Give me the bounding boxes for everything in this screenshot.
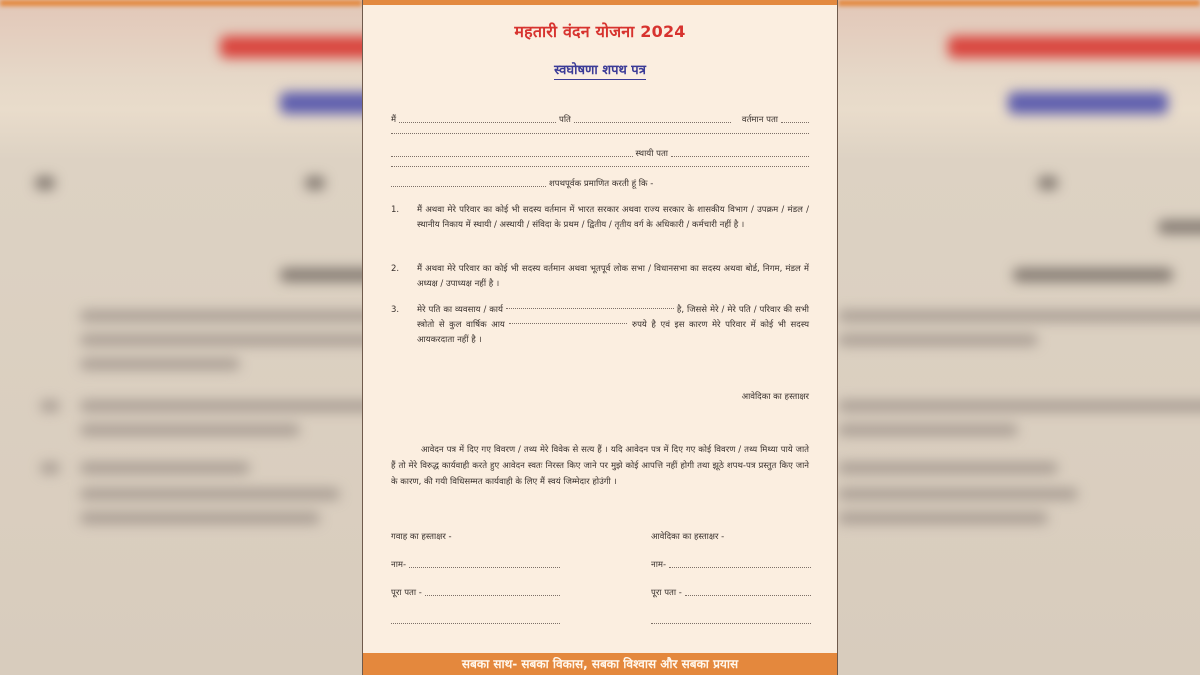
witness-signature-block: [391, 528, 563, 640]
witness-name-row: [391, 556, 563, 570]
applicant-address-row-2: [651, 612, 811, 626]
witness-name-blank[interactable]: [409, 567, 560, 568]
current-address-blank-line-2[interactable]: [391, 133, 809, 134]
permanent-address-blank-line-2[interactable]: [391, 166, 809, 167]
blurred-document-copy: [918, 0, 1200, 675]
blurred-document-copy: [0, 0, 362, 675]
applicant-address-label: पूरा पता -: [651, 588, 682, 598]
applicant-signature-heading: [651, 528, 811, 542]
clause-text: मैं अथवा मेरे परिवार का कोई भी सदस्य वर्तमान में भारत सरकार अथवा राज्य सरकार के शासकीय विभाग / उपक्रम / मंडल / स्थानीय निकाय में स्थायी / अस्थायी / संविदा के प्रथम / द्वितीय / तृतीय वर्ग के अधिकारी / कर्मचारी नहीं है ।: [417, 205, 809, 230]
witness-address-label: पूरा पता -: [391, 588, 422, 598]
document-top-bar: [363, 0, 837, 5]
occupation-blank[interactable]: [506, 308, 674, 309]
applicant-name-blank[interactable]: [399, 122, 556, 123]
applicant-signature-label: आवेदिका का हस्ताक्षर: [741, 392, 809, 402]
witness-address-row-2: [391, 612, 563, 626]
clause-number: 2.: [391, 264, 400, 274]
document-subtitle: [363, 60, 837, 78]
annual-income-blank[interactable]: [509, 323, 627, 324]
applicant-name-row: [651, 556, 811, 570]
husband-label: पति: [559, 115, 571, 125]
blurred-background-left: [0, 0, 362, 675]
field-row-name: [391, 114, 809, 125]
i-label: मैं: [391, 115, 397, 125]
clause-text: [417, 303, 809, 348]
declaration-paragraph: आवेदन पत्र में दिए गए विवरण / तथ्य मेरे विवेक से सत्य हैं । यदि आवेदन पत्र में दिए गए कोई विवरण / तथ्य मिथ्या पाये जाते हैं तो मेरे विरुद्ध कार्यवाही करते हुए आवेदन स्वतः निरस्त किए जाने पर मुझे कोई आपत्ति नहीं होगी तथा झूठे शपथ-पत्र प्रस्तुत किए जाने के कारण, की गयी विधिसम्मत कार्यवाही के लिए मैं स्वयं जिम्मेदार होउंगी ।: [391, 445, 809, 487]
blurred-background-right: [838, 0, 1200, 675]
clause-text: मैं अथवा मेरे परिवार का कोई भी सदस्य वर्तमान अथवा भूतपूर्व लोक सभा / विधानसभा का सदस्य अथवा बोर्ड, निगम, मंडल में अध्यक्ष / उपाध्यक्ष नहीं है ।: [417, 264, 809, 289]
document-title: महतारी वंदन योजना 2024: [514, 22, 686, 41]
clause-3-part-1: मेरे पति का व्यवसाय / कार्य: [417, 305, 503, 315]
permanent-address-blank[interactable]: [671, 156, 809, 157]
affidavit-document: [362, 0, 838, 675]
clause-1: [391, 203, 809, 233]
footer-slogan-banner: सबका साथ- सबका विकास, सबका विश्वास और सबका प्रयास: [363, 653, 837, 675]
witness-signature-label: गवाह का हस्ताक्षर -: [391, 532, 452, 542]
applicant-signature-block-label: आवेदिका का हस्ताक्षर -: [651, 532, 725, 542]
witness-address-blank-line-2[interactable]: [391, 623, 560, 624]
applicant-signature-block: [651, 528, 811, 640]
current-address-label: वर्तमान पता: [741, 115, 778, 125]
applicant-address-row: [651, 584, 811, 598]
husband-name-blank[interactable]: [574, 122, 731, 123]
witness-name-label: नाम-: [391, 560, 407, 570]
permanent-address-blank-line-3[interactable]: [391, 186, 546, 187]
permanent-address-label: स्थायी पता: [635, 149, 668, 159]
applicant-name-label: नाम-: [651, 560, 667, 570]
witness-address-blank[interactable]: [425, 595, 560, 596]
document-subtitle-text: स्वघोषणा शपथ पत्र: [554, 63, 646, 78]
clause-number: 3.: [391, 305, 400, 315]
current-address-blank[interactable]: [781, 122, 809, 123]
clause-number: 1.: [391, 205, 400, 215]
clause-3-part-3: रुपये है एवं इस कारण मेरे परिवार में कोई भी सदस्य आयकरदाता नहीं है ।: [417, 320, 810, 345]
field-row-permanent-address: [391, 148, 809, 159]
field-row-affirmation: [391, 178, 809, 189]
field-row-permanent-address-continued: [391, 166, 809, 169]
applicant-name-signature-blank[interactable]: [669, 567, 811, 568]
clause-3: [391, 303, 809, 348]
applicant-address-blank-line-2[interactable]: [651, 623, 811, 624]
current-address-blank-line-3[interactable]: [391, 156, 633, 157]
clause-2: [391, 262, 809, 292]
witness-address-row: [391, 584, 563, 598]
affirmation-text: शपथपूर्वक प्रमाणित करती हूं कि -: [549, 179, 654, 189]
clause-3-part-2: है, जिससे मेरे / मेरे पति / परिवार की सभी स्त्रोतो से कुल वार्षिक आय: [417, 305, 810, 330]
witness-signature-heading: [391, 528, 563, 542]
applicant-address-blank[interactable]: [685, 595, 811, 596]
field-row-address-continued: [391, 133, 809, 136]
